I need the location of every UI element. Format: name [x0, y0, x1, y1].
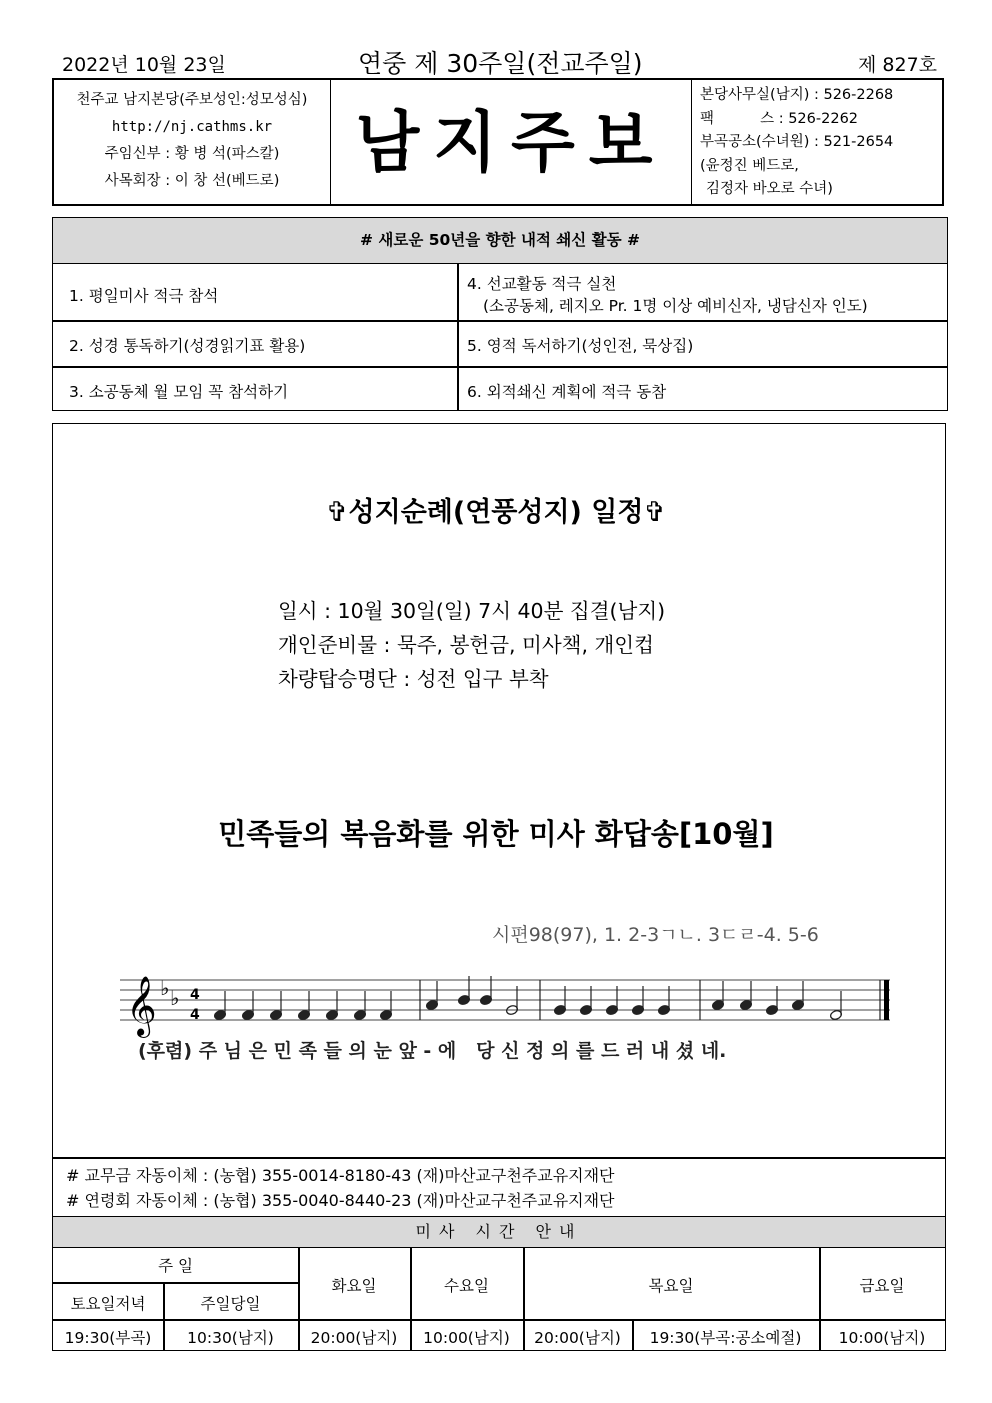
tithe-transfer: # 교무금 자동이체 : (농협) 355-0014-8180-43 (재)마산교구천주교유지재단: [66, 1166, 615, 1185]
saturday-time: 19:30(부곡): [64, 1329, 152, 1347]
renewal-item-4: 4. 선교활동 적극 실천: [467, 275, 617, 293]
tuesday-time: 20:00(남지): [310, 1329, 398, 1347]
parish-name: 천주교 남지본당(주보성인:성모성심): [76, 92, 308, 108]
renewal-heading: # 새로운 50년을 향한 내적 쇄신 활동 #: [53, 218, 947, 264]
pilgrimage-date: 일시 : 10월 30일(일) 7시 40분 집결(남지): [278, 599, 666, 623]
renewal-item-3: 3. 소공동체 월 모임 꼭 참석하기: [69, 383, 289, 401]
music-score: [120, 965, 895, 1045]
pilgrimage-title: ✞성지순례(연풍성지) 일정✞: [325, 497, 667, 528]
saturday-evening-label: 토요일저녁: [70, 1295, 146, 1313]
notes: [213, 976, 842, 1021]
renewal-item-2: 2. 성경 통독하기(성경읽기표 활용): [69, 337, 306, 355]
thursday-time-2: 19:30(부곡:공소예절): [649, 1329, 802, 1347]
thursday-time-1: 20:00(남지): [534, 1329, 621, 1347]
bulletin-date: 2022년 10월 23일: [62, 54, 226, 76]
bulletin-title: 남지주보: [331, 80, 692, 204]
psalm-title: 민족들의 복음화를 위한 미사 화답송[10월]: [218, 817, 774, 851]
sunday-day-label: 주일당일: [200, 1295, 261, 1313]
branch-phone: 부곡공소(수녀원) : 521-2654: [700, 134, 894, 150]
friday-label: 금요일: [859, 1277, 905, 1295]
thursday-label: 목요일: [648, 1277, 694, 1295]
psalm-reference: 시편98(97), 1. 2-3ㄱㄴ. 3ㄷㄹ-4. 5-6: [492, 924, 819, 946]
main-content-box: [52, 423, 946, 1351]
renewal-item-5: 5. 영적 독서하기(성인전, 묵상집): [467, 337, 694, 355]
renewal-item-1: 1. 평일미사 적극 참석: [69, 287, 219, 305]
friday-time: 10:00(남지): [838, 1329, 926, 1347]
council-president: 사목회장 : 이 창 선(베드로): [104, 173, 280, 189]
parish-info: [54, 80, 331, 204]
sunday-label: 주 일: [158, 1257, 193, 1275]
pilgrimage-seating: 차량탑승명단 : 성전 입구 부착: [278, 667, 549, 691]
renewal-item-4-detail: (소공동체, 레지오 Pr. 1명 이상 예비신자, 냉담신자 인도): [483, 297, 868, 315]
time-signature-bottom: 4: [190, 1007, 200, 1023]
mass-times-table: [52, 1216, 946, 1351]
pastor: 주임신부 : 황 병 석(파스칼): [104, 146, 280, 162]
renewal-item-6: 6. 외적쇄신 계획에 적극 동참: [467, 383, 667, 401]
flat-icon: ♭: [160, 976, 170, 1000]
liturgical-occasion: 연중 제 30주일(전교주일): [358, 49, 643, 78]
nuns-line1: (윤정진 베드로,: [700, 157, 799, 174]
parish-url[interactable]: http://nj.cathms.kr: [111, 119, 273, 135]
mass-times-heading: 미사 시간 안내: [53, 1216, 945, 1248]
contact-info: [700, 84, 893, 202]
tuesday-label: 화요일: [331, 1277, 377, 1295]
funeral-society-transfer: # 연령회 자동이체 : (농협) 355-0040-8440-23 (재)마산교구천주교유지재단: [66, 1191, 615, 1210]
fax-number: 팩 스 : 526-2262: [700, 110, 859, 127]
treble-clef-icon: 𝄞: [126, 976, 157, 1036]
issue-number: 제 827호: [858, 54, 938, 76]
wednesday-time: 10:00(남지): [423, 1329, 510, 1347]
flat-icon: ♭: [170, 986, 180, 1010]
office-phone: 본당사무실(남지) : 526-2268: [700, 87, 894, 103]
nuns-line2: 김정자 바오로 수녀): [706, 181, 833, 197]
wednesday-label: 수요일: [444, 1277, 489, 1295]
psalm-lyrics: (후렴) 주 님 은 민 족 들 의 눈 앞 - 에 당 신 정 의 를 드 러 내 셨 네.: [138, 1040, 727, 1062]
renewal-table: [52, 217, 948, 411]
time-signature-top: 4: [190, 987, 200, 1003]
sunday-time: 10:30(남지): [187, 1329, 274, 1347]
pilgrimage-items: 개인준비물 : 묵주, 봉헌금, 미사책, 개인컵: [278, 633, 654, 657]
masthead: [52, 78, 944, 206]
